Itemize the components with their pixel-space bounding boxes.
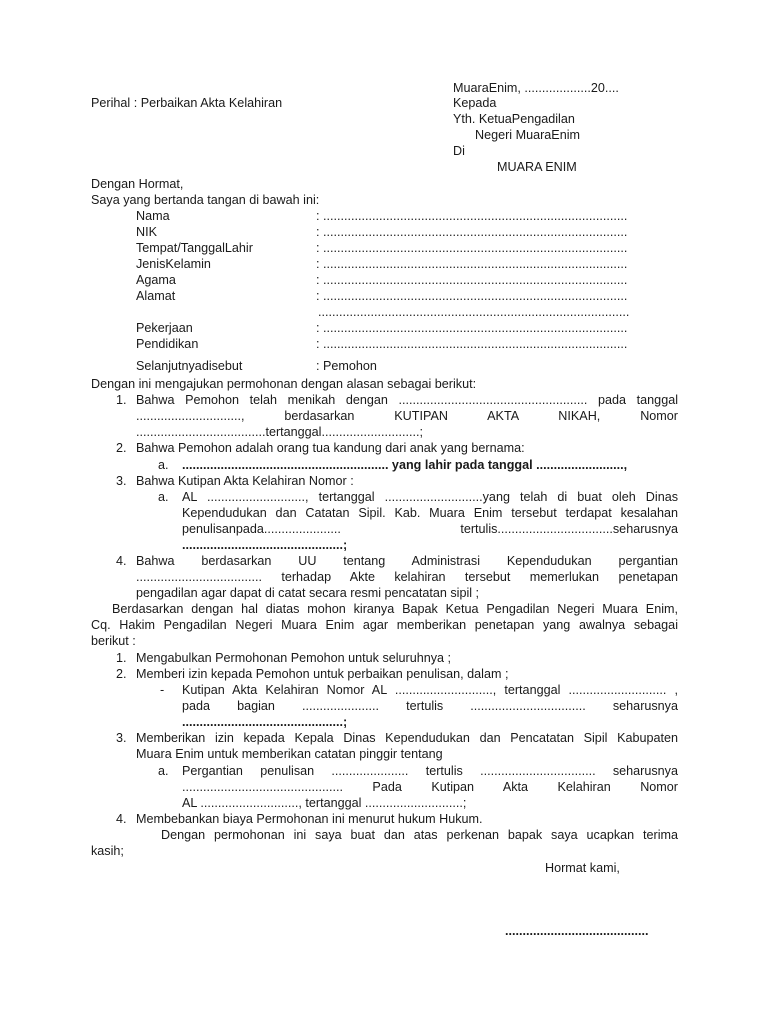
recipient-line-4: Di (453, 144, 465, 158)
request-2-dash-line-3: ..............................................; (182, 715, 348, 729)
reason-3a-line-3: penulisanpada...................... tertulis.................................seharusnya (182, 522, 678, 536)
based-para-line-3: berikut : (91, 634, 136, 648)
request-3-line-1: Memberikan izin kepada Kepala Dinas Kependudukan dan Pencatatan Sipil Kabupaten (136, 731, 678, 745)
request-4-line-1: Membebankan biaya Permohonan ini menurut hukum Hukum. (136, 812, 483, 826)
reason-3a-line-2: Kependudukan dan Catatan Sipil. Kab. Muara Enim tersebut terdapat kesalahan (182, 506, 678, 520)
request-2-dash-line-2: pada bagian ...................... tertulis ................................. seharusnya (182, 699, 678, 713)
reason-3a-line-4: ..............................................; (182, 538, 348, 552)
based-para-line-2: Cq. Hakim Pengadilan Negeri Muara Enim agar memberikan penetapan yang awalnya sebagai (91, 618, 678, 632)
reason-1-line-2: .............................., berdasarkan KUTIPAN AKTA NIKAH, Nomor (136, 409, 678, 423)
subject-line: Perihal : Perbaikan Akta Kelahiran (91, 96, 283, 110)
reasons-intro: Dengan ini mengajukan permohonan dengan alasan sebagai berikut: (91, 377, 477, 391)
field-value: : Pemohon (316, 359, 377, 373)
field-label: Pendidikan (136, 337, 199, 351)
list-number: 1. (116, 393, 127, 407)
reason-4-line-3: pengadilan agar dapat di catat secara resmi pencatatan sipil ; (136, 586, 480, 600)
request-2-dash-line-1: Kutipan Akta Kelahiran Nomor AL ............................, tertanggal ............................ , (182, 683, 678, 697)
based-para-line-1: Berdasarkan dengan hal diatas mohon kiranya Bapak Ketua Pengadilan Negeri Muara Enim, (112, 602, 678, 616)
intro-text: Saya yang bertanda tangan di bawah ini: (91, 193, 320, 207)
list-letter: a. (158, 764, 169, 778)
request-3a-line-3: AL ............................, tertanggal ............................; (182, 796, 467, 810)
request-3a-line-2: .............................................. Pada Kutipan Akta Kelahiran Nomor (182, 780, 678, 794)
list-number: 4. (116, 812, 127, 826)
list-number: 2. (116, 667, 127, 681)
list-number: 3. (116, 731, 127, 745)
request-3-line-2: Muara Enim untuk memberikan catatan pinggir tentang (136, 747, 443, 761)
field-value: ......................................................................................... (318, 305, 630, 319)
recipient-line-1: Kepada (453, 96, 497, 110)
request-1-line-1: Mengabulkan Permohonan Pemohon untuk seluruhnya ; (136, 651, 452, 665)
list-number: 4. (116, 554, 127, 568)
field-label: Agama (136, 273, 176, 287)
recipient-line-5: MUARA ENIM (497, 160, 577, 174)
field-value: : ....................................................................................... (316, 321, 628, 335)
field-value: : ....................................................................................... (316, 257, 628, 271)
closing-line-2: kasih; (91, 844, 124, 858)
list-letter: a. (158, 458, 169, 472)
field-label: Pekerjaan (136, 321, 193, 335)
field-value: : ....................................................................................... (316, 241, 628, 255)
field-label: JenisKelamin (136, 257, 211, 271)
greeting: Dengan Hormat, (91, 177, 184, 191)
place-date: MuaraEnim, ...................20.... (453, 81, 619, 95)
list-letter: a. (158, 490, 169, 504)
field-value: : ....................................................................................... (316, 273, 628, 287)
field-value: : ....................................................................................... (316, 225, 628, 239)
regards: Hormat kami, (545, 861, 620, 875)
field-value: : ....................................................................................... (316, 209, 628, 223)
reason-1-line-1: Bahwa Pemohon telah menikah dengan ...................................................... pada tanggal (136, 393, 678, 407)
recipient-line-2: Yth. KetuaPengadilan (453, 112, 575, 126)
field-label: Nama (136, 209, 170, 223)
request-3a-line-1: Pergantian penulisan ...................... tertulis ................................. seharusnya (182, 764, 678, 778)
recipient-line-3: Negeri MuaraEnim (475, 128, 580, 142)
reason-1-line-3: .....................................tertanggal............................; (136, 425, 423, 439)
field-value: : ....................................................................................... (316, 289, 628, 303)
reason-3a-line-1: AL ............................, tertanggal ............................yang telah di buat oleh Dinas (182, 490, 678, 504)
closing-line-1: Dengan permohonan ini saya buat dan atas perkenan bapak saya ucapkan terima (161, 828, 678, 842)
field-label: NIK (136, 225, 157, 239)
list-number: 2. (116, 441, 127, 455)
list-dash: - (160, 683, 165, 697)
reason-4-line-1: Bahwa berdasarkan UU tentang Administrasi Kependudukan pergantian (136, 554, 678, 568)
field-label: Alamat (136, 289, 176, 303)
list-number: 1. (116, 651, 127, 665)
field-value: : ....................................................................................... (316, 337, 628, 351)
reason-2a-line-1: ........................................................... yang lahir pada tanggal ........................., (182, 458, 628, 472)
reason-4-line-2: .................................... terhadap Akte kelahiran tersebut memerlukan penetapan (136, 570, 678, 584)
list-number: 3. (116, 474, 127, 488)
field-label: Tempat/TanggalLahir (136, 241, 253, 255)
field-label: Selanjutnyadisebut (136, 359, 243, 373)
request-2-line-1: Memberi izin kepada Pemohon untuk perbaikan penulisan, dalam ; (136, 667, 509, 681)
reason-3-line-1: Bahwa Kutipan Akta Kelahiran Nomor : (136, 474, 354, 488)
reason-2-line-1: Bahwa Pemohon adalah orang tua kandung dari anak yang bernama: (136, 441, 525, 455)
signature-line: ......................................... (505, 924, 649, 938)
